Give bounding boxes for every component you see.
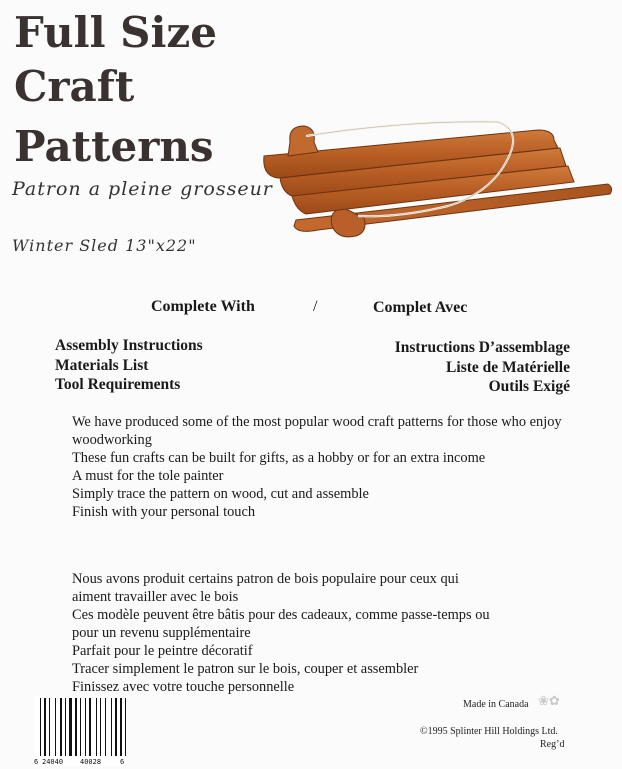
barcode-bar (75, 698, 77, 756)
includes-item-fr: Liste de Matérielle (446, 358, 570, 376)
barcode-bar (89, 698, 91, 756)
includes-item-en: Tool Requirements (55, 376, 181, 393)
maple-leaf-icon: ❀✿ (538, 693, 560, 708)
barcode-bar (100, 698, 101, 756)
barcode (34, 696, 126, 766)
barcode-bar (69, 698, 72, 756)
complete-with-en: Complete With (151, 298, 255, 315)
description-line: woodworking (72, 432, 152, 448)
description-line: A must for the tole painter (72, 468, 224, 484)
includes-list-fr (395, 338, 570, 397)
barcode-bar (49, 698, 50, 756)
made-in-canada: Made in Canada (463, 699, 529, 710)
product-name: Winter Sled 13"x22" (12, 236, 197, 255)
description-line: We have produced some of the most popular wood craft patterns for those who enjoy (72, 414, 562, 430)
barcode-bar (115, 698, 117, 756)
includes-item-fr: Instructions D’assemblage (394, 339, 570, 356)
barcode-digits-1: 6 (34, 758, 39, 766)
copyright: ©1995 Splinter Hill Holdings Ltd. (420, 726, 558, 737)
barcode-bar (85, 698, 86, 756)
description-line: Nous avons produit certains patron de bois populaire pour ceux qui (72, 571, 459, 587)
barcode-bar (65, 698, 66, 756)
description-line: Parfait pour le peintre décoratif (72, 643, 253, 659)
description-line: Tracer simplement le patron sur le bois, couper et assembler (72, 661, 419, 677)
barcode-bar (125, 698, 126, 756)
description-en (72, 413, 562, 521)
barcode-bar (80, 698, 81, 756)
includes-list-en (55, 336, 203, 395)
complete-with-fr: Complet Avec (373, 299, 468, 316)
description-line: Simply trace the pattern on wood, cut and assemble (72, 486, 369, 502)
includes-item-en: Materials List (55, 356, 149, 374)
barcode-bar (40, 698, 41, 756)
description-fr (72, 570, 490, 696)
barcode-digits-2: 24040 (42, 758, 64, 766)
title-line-2: Craft (14, 62, 135, 111)
barcode-digits-3: 40028 (80, 758, 102, 766)
description-line: These fun crafts can be built for gifts, as a hobby or for an extra income (72, 450, 486, 466)
complete-separator: / (313, 298, 318, 315)
includes-item-fr: Outils Exigé (488, 378, 570, 395)
barcode-bar (55, 698, 56, 756)
barcode-bar (111, 698, 112, 756)
barcode-bar (44, 698, 46, 756)
subtitle-french: Patron a pleine grosseur (12, 178, 273, 200)
description-line: Ces modèle peuvent être bâtis pour des cadeaux, comme passe-temps ou (72, 607, 490, 623)
description-line: Finish with your personal touch (72, 504, 256, 520)
title-line-3: Patterns (14, 122, 214, 171)
description-line: Finissez avec votre touche personnelle (72, 679, 295, 695)
registered: Reg’d (540, 739, 565, 750)
sled-image (258, 112, 618, 244)
description-line: aiment travailler avec le bois (72, 589, 239, 605)
barcode-bar (60, 698, 62, 756)
includes-item-en: Assembly Instructions (55, 337, 203, 354)
title-line-1: Full Size (14, 8, 218, 57)
barcode-bar (96, 698, 97, 756)
barcode-bar (120, 698, 122, 756)
barcode-bar (105, 698, 106, 756)
barcode-digits-4: 6 (120, 758, 125, 766)
description-line: pour un revenu supplémentaire (72, 625, 251, 641)
